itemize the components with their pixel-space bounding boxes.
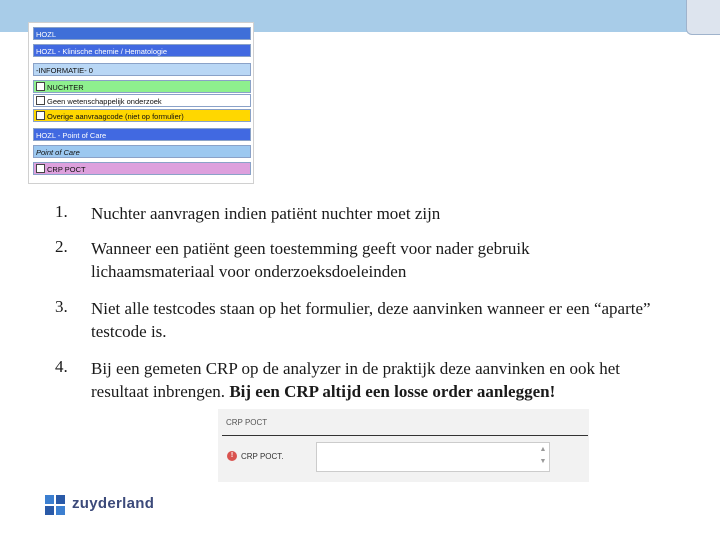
form-row-text: Geen wetenschappelijk onderzoek	[47, 97, 162, 106]
list-text: Niet alle testcodes staan op het formulier, deze aanvinken wanneer er een “aparte” testcode is.	[91, 299, 651, 341]
form-row	[33, 44, 251, 57]
alert-icon: !	[227, 451, 237, 461]
checkbox[interactable]	[36, 111, 45, 120]
form-row	[33, 27, 251, 40]
checkbox[interactable]	[36, 96, 45, 105]
form-row-text: HOZL - Point of Care	[36, 131, 107, 140]
form-row[interactable]	[33, 109, 251, 122]
form-row-text: HOZL - Klinische chemie / Hematologie	[36, 47, 168, 56]
form-row[interactable]	[33, 80, 251, 93]
logo-text: zuyderland	[72, 495, 155, 512]
form-row	[33, 128, 251, 141]
list-number: 2.	[55, 237, 68, 256]
checkbox[interactable]	[36, 164, 45, 173]
form-row-text: CRP POCT	[47, 165, 86, 174]
corner-tab	[686, 0, 720, 35]
crp-result-input[interactable]	[316, 442, 550, 472]
list-text-normal: Bij een gemeten CRP op de analyzer in de praktijk deze aanvinken en ook het resultaat inbrengen.	[91, 359, 621, 401]
checkbox[interactable]	[36, 82, 45, 91]
form-row-text: -INFORMATIE- 0	[36, 66, 93, 75]
form-row-text: Overige aanvraagcode (niet op formulier)	[47, 112, 184, 121]
list-text-bold: Bij een CRP altijd een losse order aanleggen!	[229, 382, 556, 401]
scrollbar[interactable]: ▲ ▼	[539, 446, 547, 465]
list-number: 3.	[55, 297, 68, 316]
divider	[222, 435, 588, 436]
crp-poct-panel	[218, 409, 589, 482]
order-form-screenshot	[28, 22, 254, 184]
list-number: 1.	[55, 202, 68, 221]
list-text	[91, 357, 651, 403]
form-row[interactable]	[33, 162, 251, 175]
form-row	[33, 145, 251, 158]
logo-mark-icon	[44, 494, 66, 516]
form-row-text: NUCHTER	[47, 83, 84, 92]
form-row[interactable]	[33, 94, 251, 107]
list-text: Wanneer een patiënt geen toestemming geeft voor nader gebruik lichaamsmateriaal voor onderzoeksdoeleinden	[91, 239, 530, 281]
form-row	[33, 63, 251, 76]
crp-panel-header: CRP POCT	[226, 418, 268, 427]
list-number: 4.	[55, 357, 68, 376]
list-text: Nuchter aanvragen indien patiënt nuchter moet zijn	[91, 204, 441, 223]
crp-field-label: CRP POCT.	[241, 452, 284, 461]
form-row-text: HOZL	[36, 30, 57, 39]
form-row-text: Point of Care	[36, 148, 80, 157]
